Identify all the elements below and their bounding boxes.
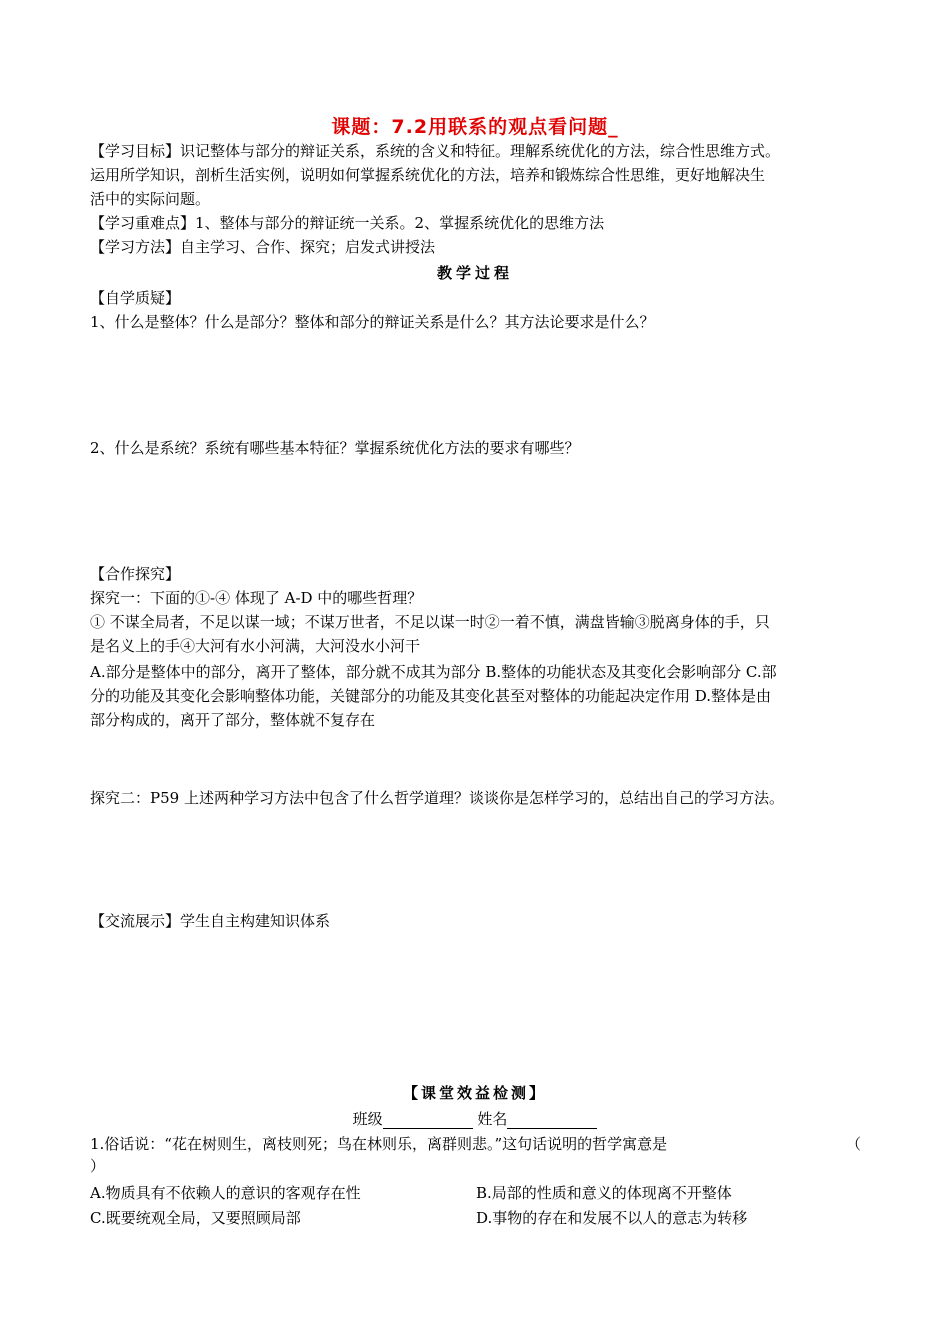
name-blank[interactable] bbox=[507, 1112, 597, 1129]
learning-difficulty: 【学习重难点】1、整体与部分的辩证统一关系。2、掌握系统优化的思维方法 bbox=[90, 214, 605, 232]
learning-goals-line-1: 【学习目标】识记整体与部分的辩证关系，系统的含义和特征。理解系统优化的方法，综合性思维方式。 bbox=[90, 142, 781, 160]
option-c: C.既要统观全局，又要照顾局部 bbox=[90, 1209, 301, 1227]
test-question-1: 1.俗话说：“花在树则生，离枝则死；鸟在林则乐，离群则悲。”这句话说明的哲学寓意是 bbox=[90, 1135, 668, 1153]
option-b: B.局部的性质和意义的体现离不开整体 bbox=[476, 1184, 732, 1202]
option-a: A.物质具有不依赖人的意识的客观存在性 bbox=[90, 1184, 361, 1202]
learning-goals-line-2: 运用所学知识，剖析生活实例，说明如何掌握系统优化的方法，培养和锻炼综合性思维，更好地解决生 bbox=[90, 166, 766, 184]
cooperation-heading: 【合作探究】 bbox=[90, 565, 181, 583]
class-name-row bbox=[0, 1108, 950, 1129]
process-heading: 教学过程 bbox=[436, 264, 513, 282]
self-study-heading: 【自学质疑】 bbox=[90, 289, 181, 307]
class-label: 班级 bbox=[352, 1110, 383, 1128]
lesson-title: 课题：7.2用联系的观点看问题_ bbox=[331, 116, 619, 138]
test-heading: 【课堂效益检测】 bbox=[402, 1084, 547, 1102]
exploration-2-question: 探究二：P59 上述两种学习方法中包含了什么哲学道理？谈谈你是怎样学习的，总结出自己的学习方法。 bbox=[90, 789, 784, 807]
exploration-1-options-line-1: A.部分是整体中的部分，离开了整体，部分就不成其为部分 B.整体的功能状态及其变化会影响部分 C.部 bbox=[90, 663, 777, 681]
exploration-1-quotes-line-2: 是名义上的手④大河有水小河满，大河没水小河干 bbox=[90, 637, 421, 655]
answer-paren-open: （ bbox=[846, 1135, 862, 1153]
answer-paren-close: ） bbox=[90, 1157, 106, 1175]
learning-method: 【学习方法】自主学习、合作、探究；启发式讲授法 bbox=[90, 238, 436, 256]
option-d: D.事物的存在和发展不以人的意志为转移 bbox=[476, 1209, 748, 1227]
exploration-1-question: 探究一：下面的①-④ 体现了 A-D 中的哪些哲理？ bbox=[90, 589, 423, 607]
self-study-question-2: 2、什么是系统？系统有哪些基本特征？掌握系统优化方法的要求有哪些？ bbox=[90, 439, 580, 457]
exchange-section: 【交流展示】学生自主构建知识体系 bbox=[90, 912, 331, 930]
class-blank[interactable] bbox=[383, 1112, 473, 1129]
learning-goals-line-3: 活中的实际问题。 bbox=[90, 190, 211, 208]
self-study-question-1: 1、什么是整体？什么是部分？整体和部分的辩证关系是什么？其方法论要求是什么？ bbox=[90, 313, 655, 331]
exploration-1-quotes-line-1: ① 不谋全局者，不足以谋一域；不谋万世者，不足以谋一时②一着不慎，满盘皆输③脱离身体的手，只 bbox=[90, 613, 770, 631]
exploration-1-options-line-2: 分的功能及其变化会影响整体功能，关键部分的功能及其变化甚至对整体的功能起决定作用 D.整体是由 bbox=[90, 687, 772, 705]
name-label: 姓名 bbox=[477, 1110, 508, 1128]
exploration-1-options-line-3: 部分构成的，离开了部分，整体就不复存在 bbox=[90, 711, 376, 729]
